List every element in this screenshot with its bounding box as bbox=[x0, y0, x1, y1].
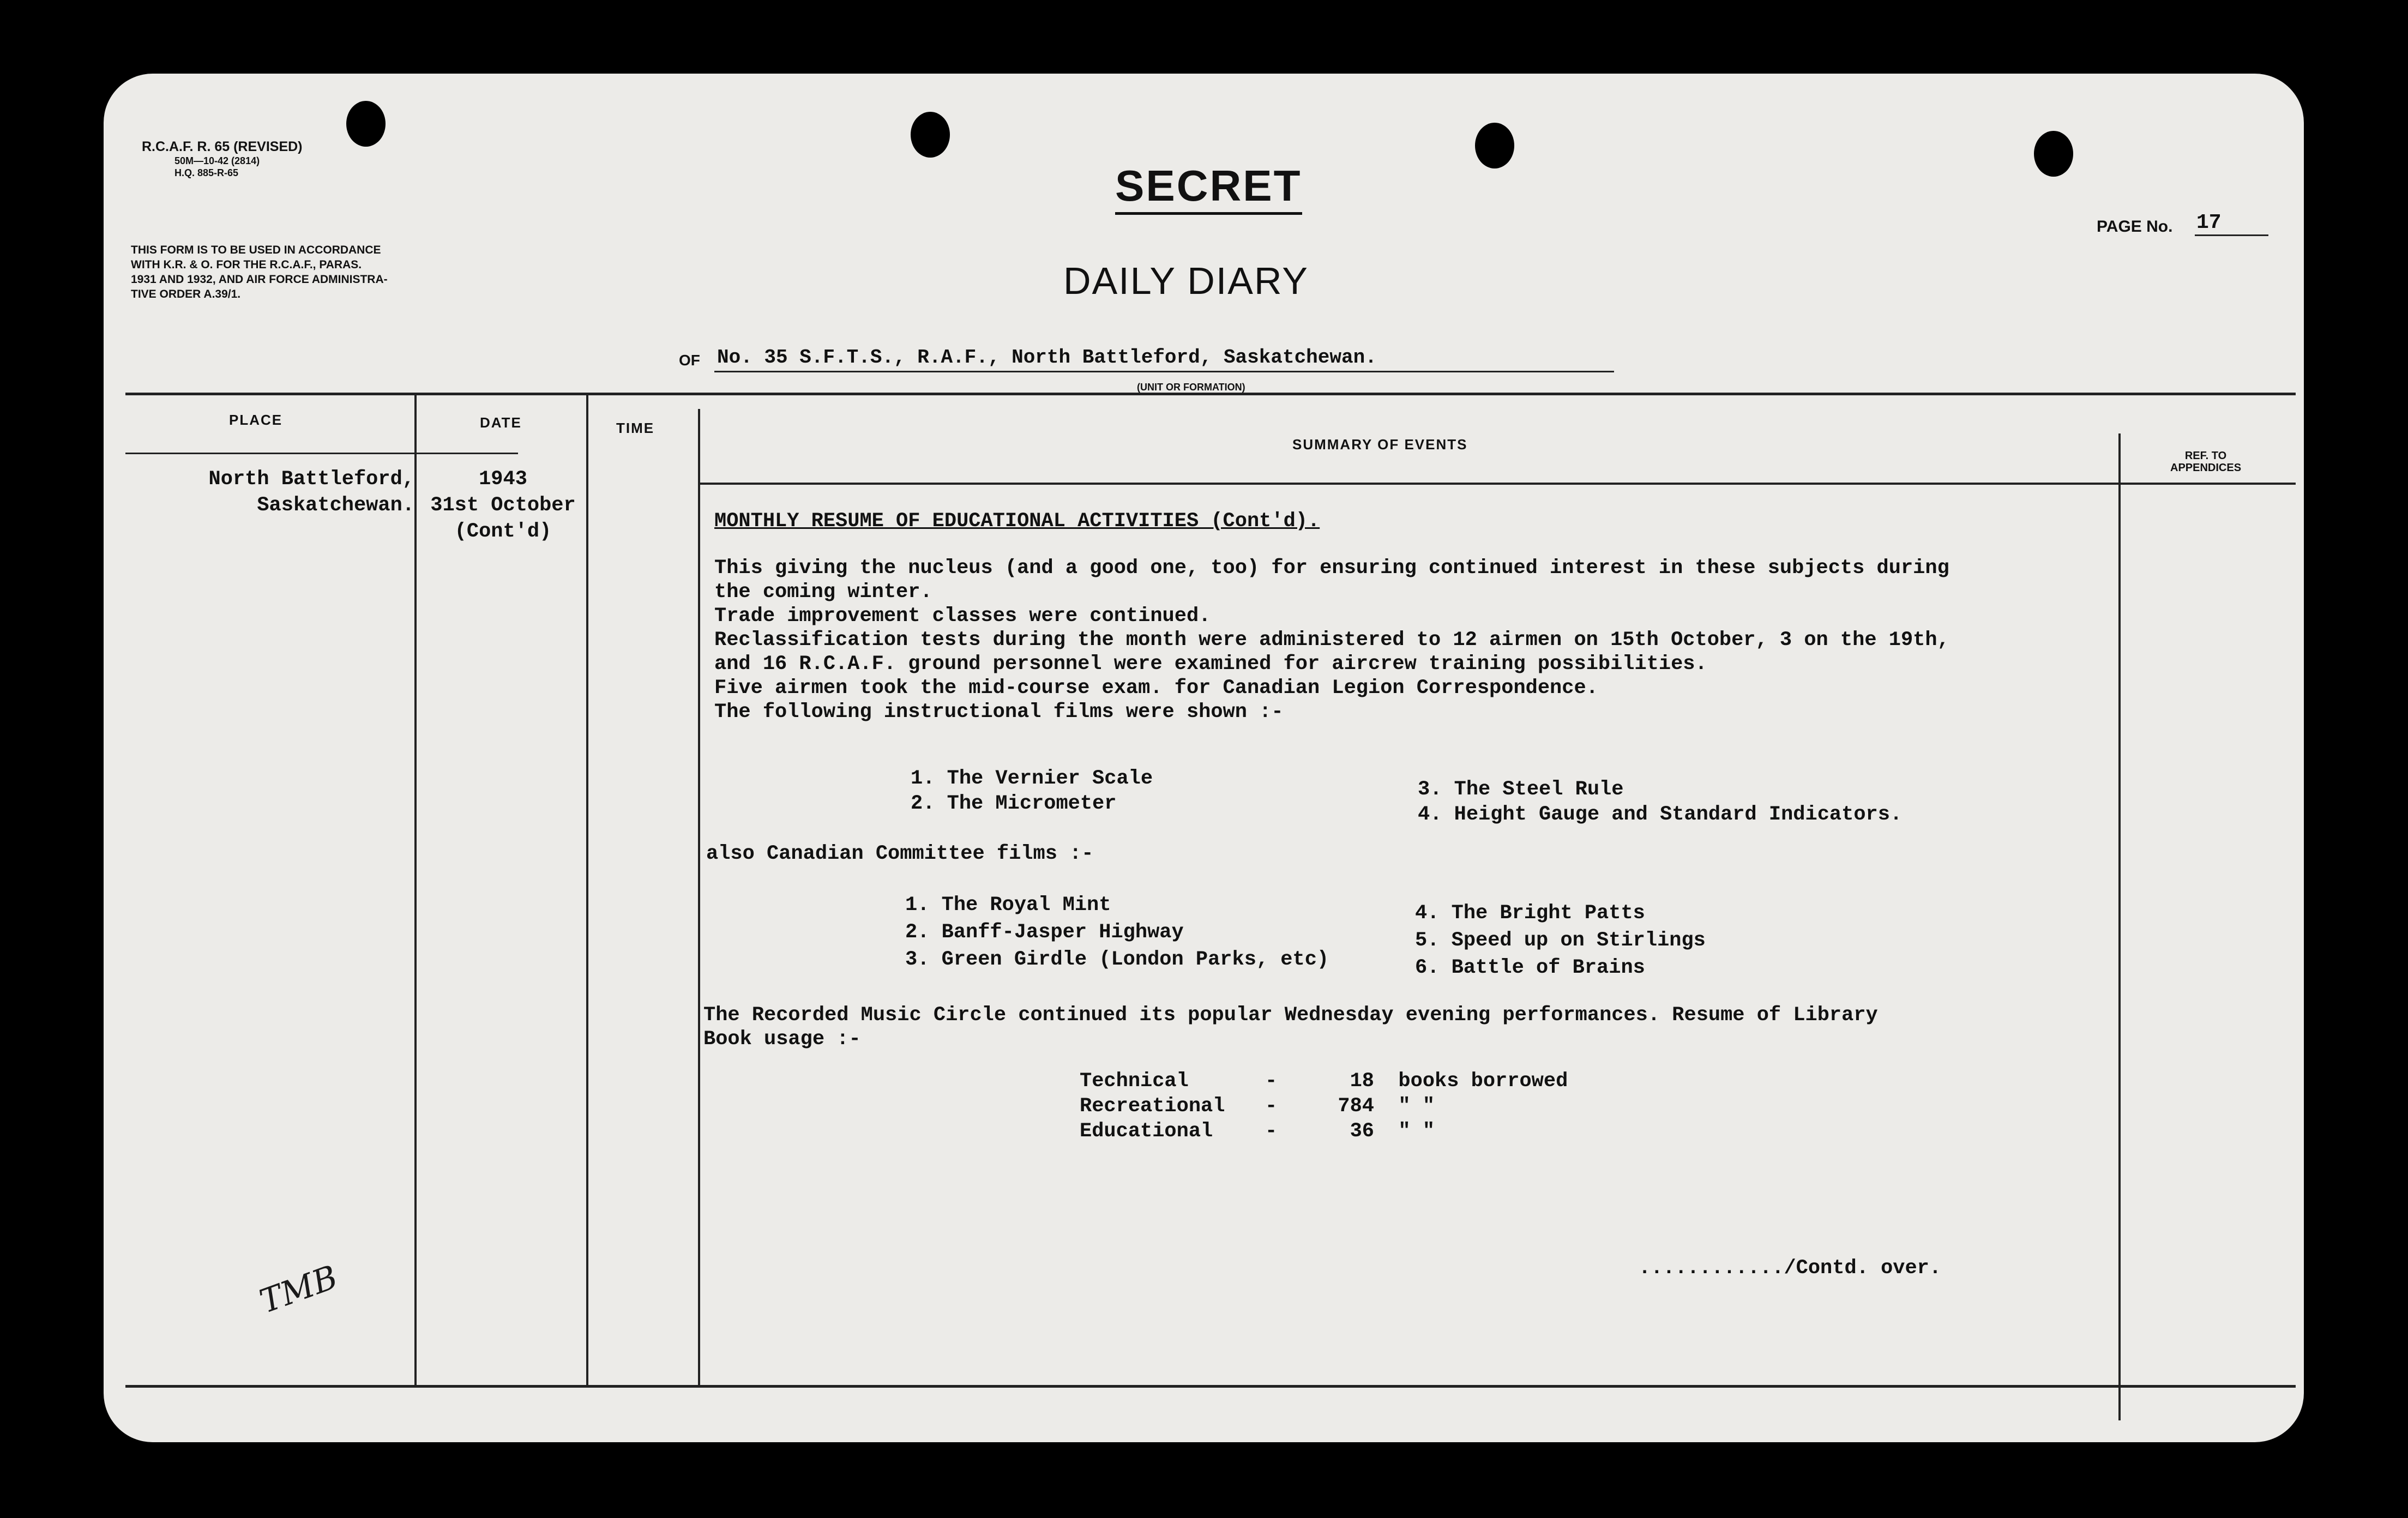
form-title: DAILY DIARY bbox=[1063, 260, 1309, 302]
unit-of-label: OF bbox=[679, 352, 700, 369]
punch-hole bbox=[346, 101, 386, 147]
music-circle-paragraph: The Recorded Music Circle continued its popular Wednesday evening performances. Resume of Library Book usage :- bbox=[703, 1004, 1878, 1051]
library-row: Technical - 18 books borrowed bbox=[1080, 1070, 1568, 1093]
entry-date: 1943 31st October (Cont'd) bbox=[430, 468, 576, 543]
committee-films-intro: also Canadian Committee films :- bbox=[706, 842, 1094, 865]
section-heading: MONTHLY RESUME OF EDUCATIONAL ACTIVITIES (Cont'd). bbox=[714, 510, 1320, 533]
entry-place: North Battleford, Saskatchewan. bbox=[208, 468, 414, 517]
summary-paragraph: This giving the nucleus (and a good one, too) for ensuring continued interest in these subjects during the coming winter. Trade improvement classes were continued. Reclassification tests during the month were administered to 12 airmen on 15th October, 3 on the 19th, and 16 R.C.A.F. ground personnel were examined for aircrew training possibilities. Five airmen took the mid-course exam. for Canadian Legion Correspondence. The following instructional films were shown :- bbox=[714, 557, 1949, 724]
form-number: R.C.A.F. R. 65 (REVISED) bbox=[142, 139, 303, 154]
hq-reference: H.Q. 885-R-65 bbox=[174, 167, 239, 178]
film-list-left: 1. The Vernier Scale 2. The Micrometer bbox=[911, 767, 1153, 815]
form-instructions: THIS FORM IS TO BE USED IN ACCORDANCE WITH K.R. & O. FOR THE R.C.A.F., PARAS. 1931 AND 1932, AND AIR FORCE ADMINISTRA- TIVE ORDER A.39/1. bbox=[131, 244, 388, 300]
committee-film-list-right: 4. The Bright Patts 5. Speed up on Stirlings 6. Battle of Brains bbox=[1415, 902, 1706, 979]
print-code: 50M—10-42 (2814) bbox=[174, 155, 260, 166]
page-number: 17 bbox=[2196, 211, 2222, 234]
security-classification: SECRET bbox=[1115, 161, 1302, 215]
committee-film-list-left: 1. The Royal Mint 2. Banff-Jasper Highway 3. Green Girdle (London Parks, etc) bbox=[905, 894, 1329, 971]
punch-hole bbox=[2034, 131, 2073, 177]
table-bottom-border bbox=[125, 1385, 2296, 1388]
date-divider bbox=[586, 395, 588, 1385]
continued-note: ............/Contd. over. bbox=[1639, 1257, 1942, 1280]
diary-form-card bbox=[104, 74, 2304, 1442]
library-row: Recreational - 784 " " bbox=[1080, 1095, 1435, 1118]
time-divider bbox=[698, 409, 700, 1385]
ref-divider bbox=[2118, 433, 2121, 1420]
library-usage-table bbox=[1080, 1069, 1568, 1144]
film-list-right: 3. The Steel Rule 4. Height Gauge and Standard Indicators. bbox=[1418, 778, 1903, 826]
page-label: PAGE No. bbox=[2097, 218, 2173, 236]
library-row: Educational - 36 " " bbox=[1080, 1120, 1435, 1143]
summary-column-header: SUMMARY OF EVENTS bbox=[1292, 436, 1468, 453]
unit-name: No. 35 S.F.T.S., R.A.F., North Battleford, Saskatchewan. bbox=[717, 346, 1377, 369]
date-column-header: DATE bbox=[480, 414, 522, 431]
punch-hole bbox=[911, 112, 950, 158]
punch-hole bbox=[1475, 123, 1514, 168]
place-divider bbox=[414, 395, 417, 1385]
table-top-border bbox=[125, 393, 2296, 395]
time-column-header: TIME bbox=[616, 420, 655, 436]
handwritten-initials: TMB bbox=[255, 1258, 343, 1321]
summary-header-line bbox=[698, 483, 2296, 485]
place-column-header: PLACE bbox=[229, 412, 283, 428]
page-number-line bbox=[2195, 234, 2268, 236]
place-date-header-line bbox=[125, 453, 518, 454]
ref-column-header: REF. TO APPENDICES bbox=[2170, 450, 2242, 474]
unit-line bbox=[714, 371, 1614, 372]
unit-caption: (UNIT OR FORMATION) bbox=[1137, 382, 1245, 393]
